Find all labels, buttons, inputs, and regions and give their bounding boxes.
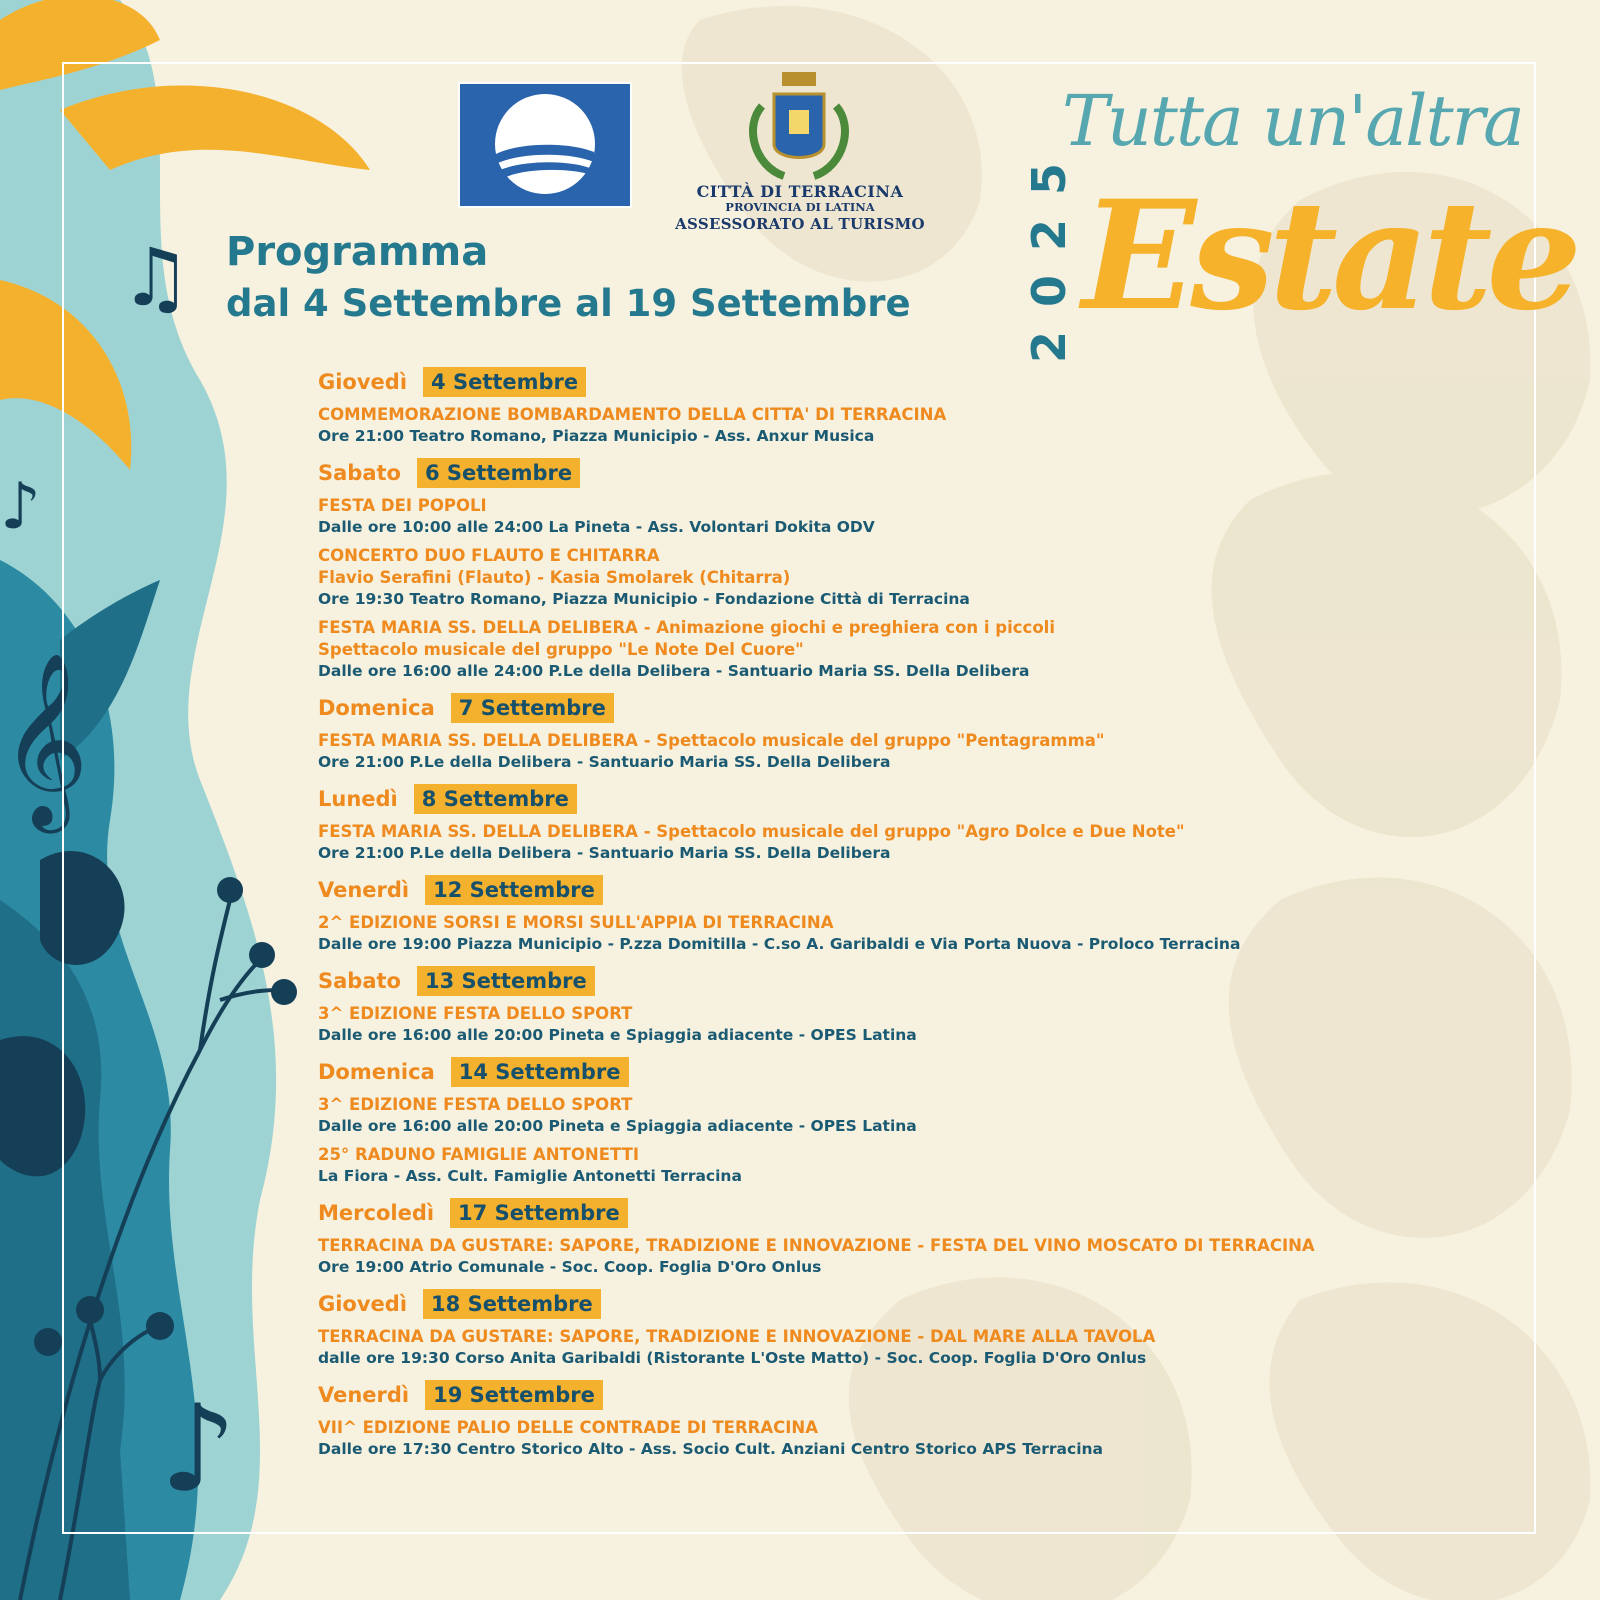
svg-text:♪: ♪ bbox=[0, 470, 41, 544]
day-block bbox=[318, 874, 1518, 955]
event-title: COMMEMORAZIONE BOMBARDAMENTO DELLA CITTA' DI TERRACINA bbox=[318, 405, 947, 424]
day-name: Venerdì bbox=[318, 1383, 410, 1407]
day-header bbox=[318, 1288, 1518, 1320]
day-name: Mercoledì bbox=[318, 1201, 435, 1225]
tagline: Tutta un'altra bbox=[1062, 80, 1523, 162]
event-details: Dalle ore 17:30 Centro Storico Alto - Ass. Socio Cult. Anziani Centro Storico APS Terracina bbox=[318, 1440, 1104, 1458]
day-block bbox=[318, 1379, 1518, 1460]
event-title: FESTA MARIA SS. DELLA DELIBERA - Spettacolo musicale del gruppo "Agro Dolce e Due Note" bbox=[318, 822, 1185, 841]
day-block bbox=[318, 366, 1518, 447]
event-details: Ore 19:00 Atrio Comunale - Soc. Coop. Foglia D'Oro Onlus bbox=[318, 1258, 822, 1276]
day-block bbox=[318, 1056, 1518, 1187]
event-title: 3^ EDIZIONE FESTA DELLO SPORT bbox=[318, 1095, 633, 1114]
event-title: CONCERTO DUO FLAUTO E CHITARRA bbox=[318, 546, 660, 565]
day-name: Sabato bbox=[318, 461, 401, 485]
day-block bbox=[318, 965, 1518, 1046]
day-block bbox=[318, 692, 1518, 773]
day-name: Domenica bbox=[318, 1060, 435, 1084]
event-title: TERRACINA DA GUSTARE: SAPORE, TRADIZIONE E INNOVAZIONE - DAL MARE ALLA TAVOLA bbox=[318, 1327, 1156, 1346]
event-item bbox=[318, 1235, 1518, 1278]
event-item bbox=[318, 1094, 1518, 1137]
svg-text:♪: ♪ bbox=[160, 1380, 237, 1519]
event-details: Dalle ore 16:00 alle 20:00 Pineta e Spiaggia adiacente - OPES Latina bbox=[318, 1026, 917, 1044]
day-header bbox=[318, 457, 1518, 489]
event-title: FESTA MARIA SS. DELLA DELIBERA - Spettacolo musicale del gruppo "Pentagramma" bbox=[318, 731, 1105, 750]
event-item bbox=[318, 617, 1518, 682]
day-name: Domenica bbox=[318, 696, 435, 720]
event-item bbox=[318, 545, 1518, 610]
year-vertical: 2025 bbox=[1022, 138, 1076, 363]
event-details: dalle ore 19:30 Corso Anita Garibaldi (Ristorante L'Oste Matto) - Soc. Coop. Foglia D'Oro Onlus bbox=[318, 1349, 1147, 1367]
day-name: Giovedì bbox=[318, 370, 408, 394]
event-details: Dalle ore 10:00 alle 24:00 La Pineta - Ass. Volontari Dokita ODV bbox=[318, 518, 875, 536]
event-item bbox=[318, 495, 1518, 538]
day-header bbox=[318, 783, 1518, 815]
day-name: Venerdì bbox=[318, 878, 410, 902]
day-header bbox=[318, 965, 1518, 997]
day-date-badge: 6 Settembre bbox=[417, 458, 580, 488]
day-date-badge: 18 Settembre bbox=[423, 1289, 601, 1319]
event-title: 25° RADUNO FAMIGLIE ANTONETTI bbox=[318, 1145, 639, 1164]
day-header bbox=[318, 1056, 1518, 1088]
svg-text:𝄞: 𝄞 bbox=[0, 652, 89, 826]
day-header bbox=[318, 692, 1518, 724]
day-name: Giovedì bbox=[318, 1292, 408, 1316]
event-subtitle: Flavio Serafini (Flauto) - Kasia Smolarek (Chitarra) bbox=[318, 568, 791, 587]
event-item bbox=[318, 1417, 1518, 1460]
event-details: Ore 21:00 Teatro Romano, Piazza Municipio - Ass. Anxur Musica bbox=[318, 427, 875, 445]
program-date-range: dal 4 Settembre al 19 Settembre bbox=[226, 282, 911, 325]
event-details: La Fiora - Ass. Cult. Famiglie Antonetti Terracina bbox=[318, 1167, 742, 1185]
program-title: Programma bbox=[226, 229, 489, 275]
day-date-badge: 12 Settembre bbox=[425, 875, 603, 905]
day-header bbox=[318, 874, 1518, 906]
event-details: Dalle ore 19:00 Piazza Municipio - P.zza Domitilla - C.so A. Garibaldi e Via Porta Nuova - Proloco Terracina bbox=[318, 935, 1241, 953]
blue-flag-logo bbox=[458, 82, 632, 208]
event-item bbox=[318, 1003, 1518, 1046]
event-subtitle: Spettacolo musicale del gruppo "Le Note Del Cuore" bbox=[318, 640, 804, 659]
svg-text:♫: ♫ bbox=[120, 231, 192, 324]
day-header bbox=[318, 1379, 1518, 1411]
main-title: Estate bbox=[1082, 168, 1576, 344]
day-name: Lunedì bbox=[318, 787, 398, 811]
events-list bbox=[318, 366, 1518, 1470]
day-block bbox=[318, 457, 1518, 682]
blue-flag-wave-icon bbox=[460, 84, 630, 206]
event-item bbox=[318, 730, 1518, 773]
day-block bbox=[318, 1288, 1518, 1369]
day-header bbox=[318, 1197, 1518, 1229]
city-name: CITTÀ DI TERRACINA bbox=[696, 182, 904, 201]
day-block bbox=[318, 783, 1518, 864]
day-block bbox=[318, 1197, 1518, 1278]
event-item bbox=[318, 912, 1518, 955]
event-details: Ore 19:30 Teatro Romano, Piazza Municipio - Fondazione Città di Terracina bbox=[318, 590, 970, 608]
event-details: Dalle ore 16:00 alle 20:00 Pineta e Spiaggia adiacente - OPES Latina bbox=[318, 1117, 917, 1135]
event-item bbox=[318, 821, 1518, 864]
day-date-badge: 4 Settembre bbox=[423, 367, 586, 397]
event-details: Ore 21:00 P.Le della Delibera - Santuario Maria SS. Della Delibera bbox=[318, 844, 891, 862]
day-date-badge: 7 Settembre bbox=[451, 693, 614, 723]
event-item bbox=[318, 1144, 1518, 1187]
event-title: 3^ EDIZIONE FESTA DELLO SPORT bbox=[318, 1004, 633, 1023]
day-date-badge: 17 Settembre bbox=[450, 1198, 628, 1228]
event-title: VII^ EDIZIONE PALIO DELLE CONTRADE DI TERRACINA bbox=[318, 1418, 818, 1437]
city-crest-emblem bbox=[744, 66, 854, 186]
event-title: FESTA MARIA SS. DELLA DELIBERA - Animazione giochi e preghiera con i piccoli bbox=[318, 618, 1055, 637]
event-details: Ore 21:00 P.Le della Delibera - Santuario Maria SS. Della Delibera bbox=[318, 753, 891, 771]
day-date-badge: 13 Settembre bbox=[417, 966, 595, 996]
event-item bbox=[318, 404, 1518, 447]
event-item bbox=[318, 1326, 1518, 1369]
event-title: TERRACINA DA GUSTARE: SAPORE, TRADIZIONE E INNOVAZIONE - FESTA DEL VINO MOSCATO DI TERRACINA bbox=[318, 1236, 1315, 1255]
event-details: Dalle ore 16:00 alle 24:00 P.Le della Delibera - Santuario Maria SS. Della Delibera bbox=[318, 662, 1030, 680]
event-title: 2^ EDIZIONE SORSI E MORSI SULL'APPIA DI TERRACINA bbox=[318, 913, 834, 932]
tourism-department: ASSESSORATO AL TURISMO bbox=[675, 214, 925, 233]
day-date-badge: 19 Settembre bbox=[425, 1380, 603, 1410]
day-date-badge: 14 Settembre bbox=[451, 1057, 629, 1087]
day-name: Sabato bbox=[318, 969, 401, 993]
event-title: FESTA DEI POPOLI bbox=[318, 496, 487, 515]
province-name: PROVINCIA DI LATINA bbox=[725, 200, 875, 215]
day-header bbox=[318, 366, 1518, 398]
day-date-badge: 8 Settembre bbox=[414, 784, 577, 814]
